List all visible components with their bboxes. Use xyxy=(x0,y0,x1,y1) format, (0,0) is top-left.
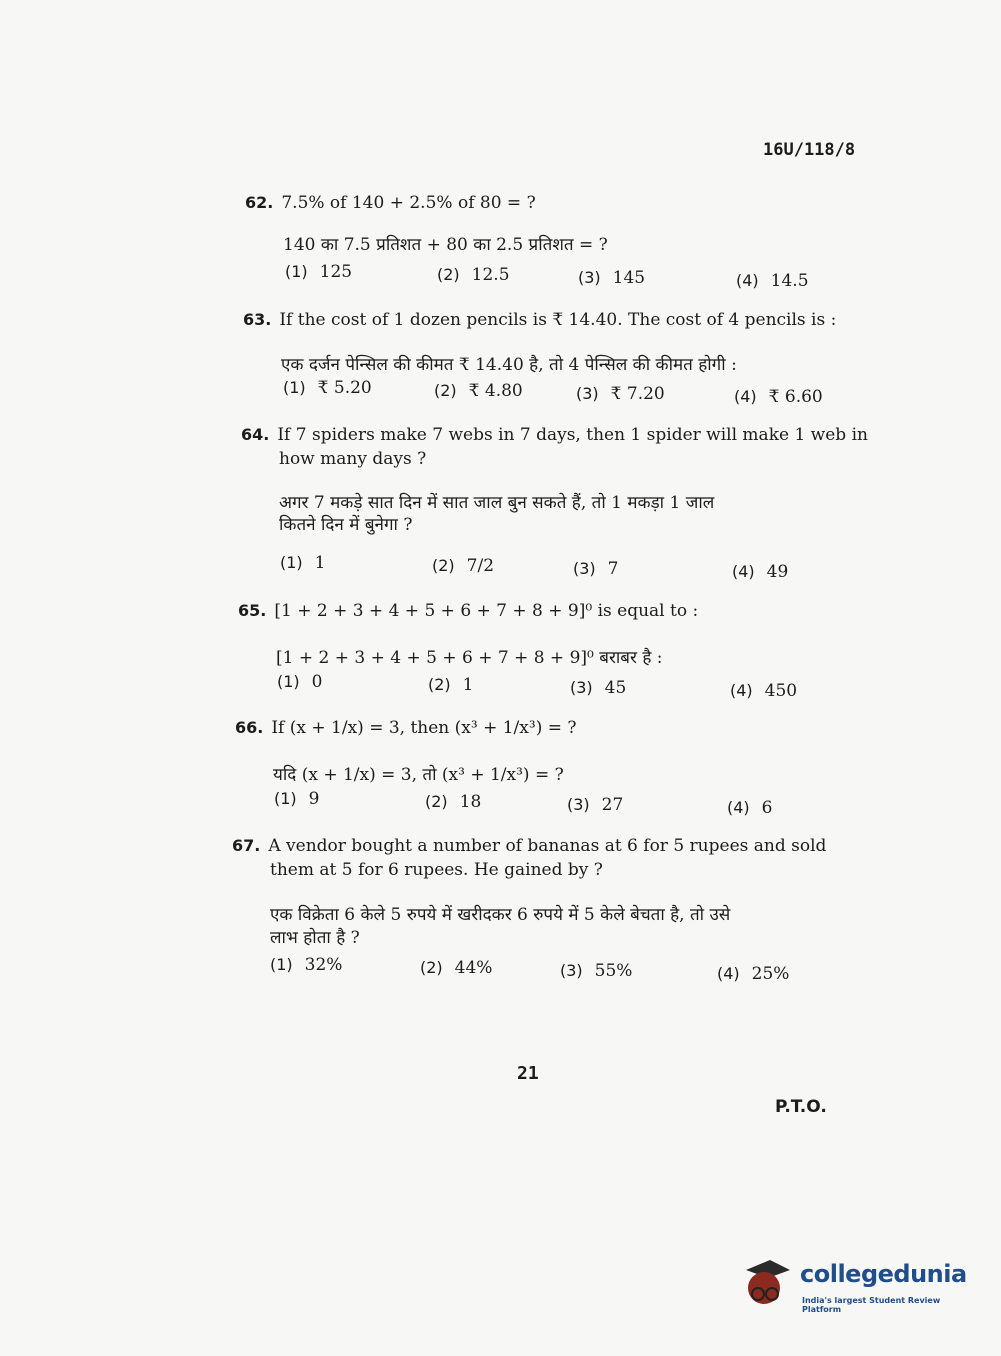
option-value: 1 xyxy=(462,675,474,695)
hindi-text: अगर 7 मकड़े सात दिन में सात जाल बुन सकते हैं, तो 1 मकड़ा 1 जाल xyxy=(279,493,715,513)
question-number: 64. xyxy=(241,425,270,444)
option-value: 1 xyxy=(314,553,326,573)
option-value: 7/2 xyxy=(466,556,495,576)
option-number: (1) xyxy=(274,789,297,808)
option-3 xyxy=(576,384,665,404)
question-text xyxy=(235,718,577,738)
question-text xyxy=(238,601,698,621)
option-1 xyxy=(280,553,326,573)
option-4 xyxy=(727,798,773,818)
question-text xyxy=(270,860,603,880)
question-number: 62. xyxy=(245,193,274,212)
option-3 xyxy=(570,678,626,698)
option-number: (4) xyxy=(736,271,759,290)
hindi-text: एक विक्रेता 6 केले 5 रुपये में खरीदकर 6 रुपये में 5 केले बेचता है, तो उसे xyxy=(270,905,731,925)
english-text: how many days ? xyxy=(279,449,427,469)
option-number: (2) xyxy=(432,556,455,575)
question-number: 67. xyxy=(232,836,261,855)
option-value: 45 xyxy=(604,678,627,698)
option-1 xyxy=(274,789,320,809)
collegedunia-logo[interactable] xyxy=(742,1250,972,1320)
option-4 xyxy=(736,271,809,291)
option-number: (4) xyxy=(732,562,755,581)
option-4 xyxy=(730,681,797,701)
option-value: ₹ 7.20 xyxy=(610,384,665,404)
english-text: 7.5% of 140 + 2.5% of 80 = ? xyxy=(281,193,536,213)
option-2 xyxy=(437,265,510,285)
option-2 xyxy=(434,381,523,401)
option-number: (3) xyxy=(570,678,593,697)
option-number: (1) xyxy=(285,262,308,281)
question-text xyxy=(241,425,868,445)
option-4 xyxy=(734,387,823,407)
option-number: (1) xyxy=(270,955,293,974)
option-number: (2) xyxy=(425,792,448,811)
logo-tagline: India's largest Student Review Platform xyxy=(802,1296,941,1314)
option-number: (2) xyxy=(420,958,443,977)
english-text: If the cost of 1 dozen pencils is ₹ 14.40. The cost of 4 pencils is : xyxy=(279,310,837,330)
option-value: ₹ 6.60 xyxy=(768,387,823,407)
option-1 xyxy=(270,955,342,975)
question-number: 65. xyxy=(238,601,267,620)
option-value: 9 xyxy=(308,789,320,809)
option-number: (3) xyxy=(567,795,590,814)
option-value: 6 xyxy=(761,798,773,818)
option-2 xyxy=(428,675,474,695)
english-text: A vendor bought a number of bananas at 6 for 5 rupees and sold xyxy=(268,836,827,856)
option-3 xyxy=(573,559,619,579)
option-value: 49 xyxy=(766,562,789,582)
option-value: 145 xyxy=(612,268,646,288)
option-value: 25% xyxy=(751,964,790,984)
option-number: (3) xyxy=(573,559,596,578)
option-1 xyxy=(277,672,323,692)
option-number: (3) xyxy=(576,384,599,403)
question-text xyxy=(245,193,536,213)
option-2 xyxy=(420,958,492,978)
option-value: 32% xyxy=(304,955,343,975)
question-text xyxy=(279,449,426,469)
hindi-text: लाभ होता है ? xyxy=(270,928,360,948)
option-value: 27 xyxy=(601,795,624,815)
option-number: (2) xyxy=(428,675,451,694)
hindi-text: एक दर्जन पेन्सिल की कीमत ₹ 14.40 है, तो 4 पेन्सिल की कीमत होगी : xyxy=(281,355,737,375)
option-4 xyxy=(717,964,789,984)
hindi-text: 140 का 7.5 प्रतिशत + 80 का 2.5 प्रतिशत = ? xyxy=(283,235,608,255)
hindi-text: [1 + 2 + 3 + 4 + 5 + 6 + 7 + 8 + 9]⁰ बराबर है : xyxy=(276,648,663,668)
option-value: 55% xyxy=(594,961,633,981)
option-3 xyxy=(567,795,623,815)
option-value: 14.5 xyxy=(770,271,809,291)
option-number: (2) xyxy=(437,265,460,284)
hindi-text: यदि (x + 1/x) = 3, तो (x³ + 1/x³) = ? xyxy=(273,765,564,785)
option-value: 18 xyxy=(459,792,482,812)
logo-wordmark: collegedunia xyxy=(800,1260,967,1288)
option-number: (1) xyxy=(283,378,306,397)
option-3 xyxy=(560,961,632,981)
english-text: them at 5 for 6 rupees. He gained by ? xyxy=(270,860,603,880)
pto-label: P.T.O. xyxy=(775,1097,827,1117)
english-text: [1 + 2 + 3 + 4 + 5 + 6 + 7 + 8 + 9]⁰ is equal to : xyxy=(274,601,699,621)
question-text xyxy=(232,836,826,856)
question-number: 63. xyxy=(243,310,272,329)
option-2 xyxy=(432,556,494,576)
question-number: 66. xyxy=(235,718,264,737)
option-3 xyxy=(578,268,645,288)
english-text: If (x + 1/x) = 3, then (x³ + 1/x³) = ? xyxy=(271,718,577,738)
option-number: (4) xyxy=(717,964,740,983)
option-1 xyxy=(283,378,372,398)
option-number: (2) xyxy=(434,381,457,400)
option-value: ₹ 4.80 xyxy=(468,381,523,401)
option-value: 0 xyxy=(311,672,323,692)
option-1 xyxy=(285,262,352,282)
option-value: 450 xyxy=(764,681,798,701)
option-number: (4) xyxy=(730,681,753,700)
option-number: (3) xyxy=(578,268,601,287)
option-number: (4) xyxy=(734,387,757,406)
english-text: If 7 spiders make 7 webs in 7 days, then 1 spider will make 1 web in xyxy=(277,425,868,445)
option-number: (1) xyxy=(280,553,303,572)
page-number: 21 xyxy=(517,1063,539,1084)
option-2 xyxy=(425,792,481,812)
option-number: (1) xyxy=(277,672,300,691)
option-value: 44% xyxy=(454,958,493,978)
question-text xyxy=(243,310,836,330)
option-4 xyxy=(732,562,788,582)
option-value: 12.5 xyxy=(471,265,510,285)
hindi-text: कितने दिन में बुनेगा ? xyxy=(279,515,413,535)
page-code: 16U/118/8 xyxy=(763,140,856,160)
graduate-mascot-icon xyxy=(742,1256,792,1310)
option-value: 7 xyxy=(607,559,619,579)
option-value: ₹ 5.20 xyxy=(317,378,372,398)
option-value: 125 xyxy=(319,262,353,282)
option-number: (4) xyxy=(727,798,750,817)
option-number: (3) xyxy=(560,961,583,980)
